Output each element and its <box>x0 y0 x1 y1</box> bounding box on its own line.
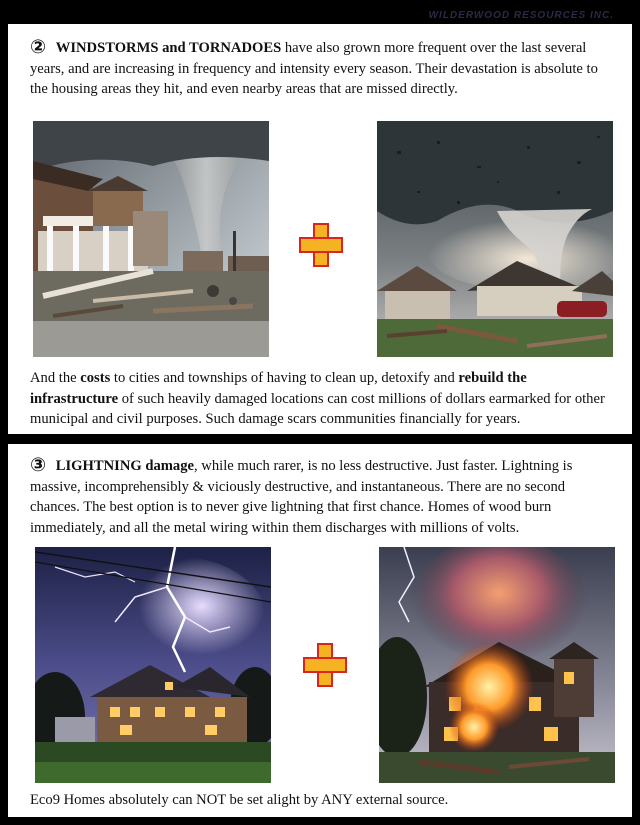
windstorm-panel <box>8 24 632 434</box>
lightning-night-photo <box>35 547 271 783</box>
tornado-funnel-photo <box>377 121 613 357</box>
lightning-heading: LIGHTNING damage <box>55 458 194 474</box>
costs-paragraph <box>30 368 610 430</box>
eco9-footer-statement: Eco9 Homes absolutely can NOT be set alight by ANY external source. <box>30 792 449 808</box>
lightning-intro-paragraph <box>30 454 610 538</box>
costs-text-a: And the <box>30 370 81 386</box>
section-number-3: ③ <box>30 454 47 476</box>
burning-house-photo <box>379 547 615 783</box>
windstorm-intro-paragraph <box>30 36 610 100</box>
windstorm-intro-text: have also grown more frequent over the last several years, and are increasing in frequency and intensity every season. Their devastation is absolute to the housing areas they hit, and even nearby areas that are missed directly. <box>30 40 598 97</box>
rebuild-bold: rebuild the infrastructure <box>30 370 527 407</box>
windstorm-heading: WINDSTORMS and TORNADOES <box>55 40 282 56</box>
watermark-text: WILDERWOOD RESOURCES INC. <box>428 10 614 21</box>
costs-text-c: of such heavily damaged locations can cost millions of dollars earmarked for other municipal and civil purposes. Such damage scars communities financially for years. <box>30 390 605 427</box>
lightning-panel <box>8 444 632 817</box>
lightning-intro-text: , while much rarer, is no less destructive. Just faster. Lightning is massive, incomprehensibly & viciously destructive, and instantaneous. There are no second chances. The best option is to never give lightning that first chance. Homes of wood burn immediately, and all the metal wiring within them discharges with millions of volts. <box>30 458 573 536</box>
costs-text-b: to cities and townships of having to clean up, detoxify and <box>110 370 459 386</box>
section-number-2: ② <box>30 36 47 58</box>
tornado-street-photo <box>33 121 269 357</box>
costs-bold: costs <box>80 370 111 386</box>
plus-icon <box>299 223 343 267</box>
plus-icon <box>303 643 347 687</box>
